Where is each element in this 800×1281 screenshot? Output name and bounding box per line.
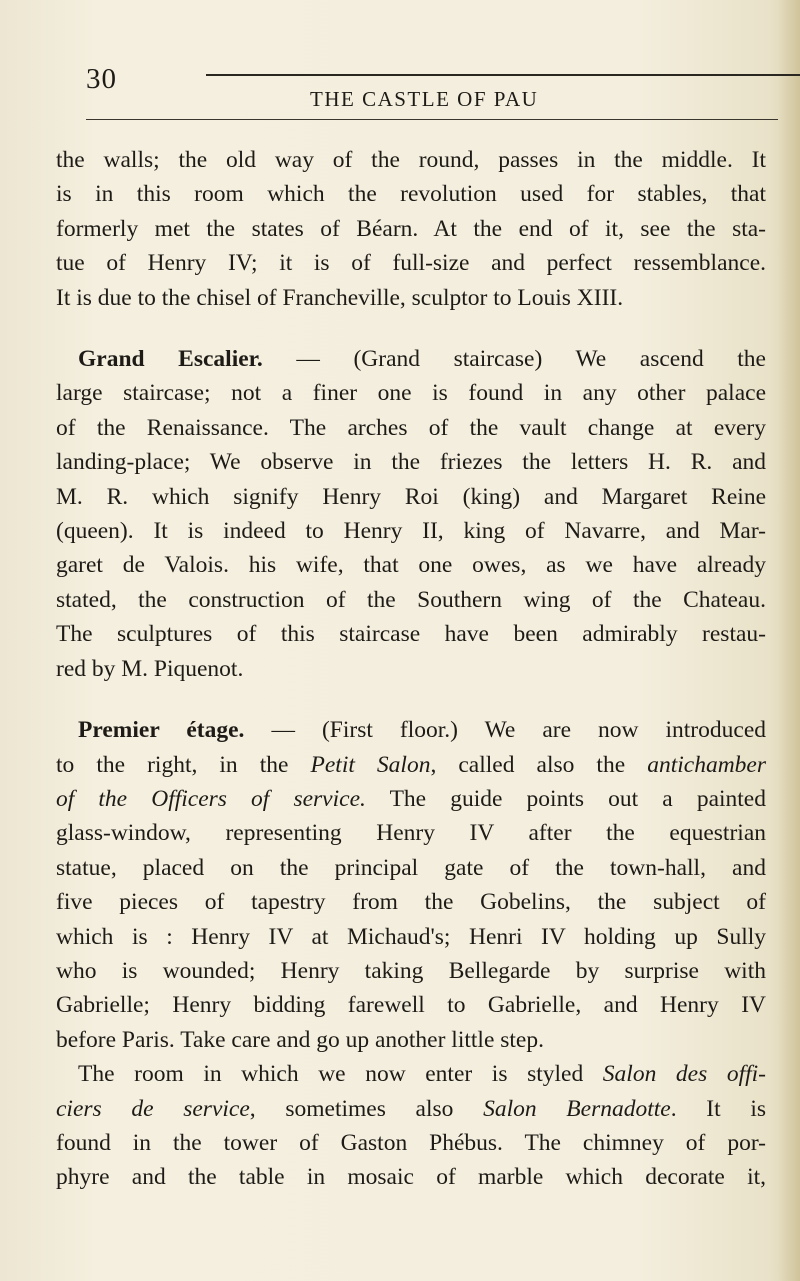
- text-line: [56, 713, 766, 747]
- text-run: The room in which we now enter is styled: [78, 1061, 603, 1088]
- text-line: (queen). It is indeed to Henry II, king of Navarre, and Mar-: [56, 518, 766, 545]
- running-head: THE CASTLE OF PAU: [310, 87, 539, 111]
- text-line: landing-place; We observe in the friezes the letters H. R. and: [56, 449, 766, 476]
- header-rule-bottom: [86, 119, 778, 120]
- section-heading-premier-etage: Premier étage.: [78, 717, 245, 744]
- page-number: 30: [86, 63, 117, 95]
- italic-term: ciers de service: [56, 1095, 250, 1122]
- text-line: before Paris. Take care and go up another little step.: [56, 1026, 544, 1053]
- text-line: five pieces of tapestry from the Gobelins, the subject of: [56, 889, 766, 916]
- text-run: , called also the: [430, 751, 648, 778]
- text-line: the walls; the old way of the round, passes in the middle. It: [56, 147, 766, 173]
- section-heading-grand-escalier: Grand Escalier.: [78, 346, 263, 373]
- page-edge-shadow: [778, 0, 800, 1281]
- text-line: phyre and the table in mosaic of marble which decorate it,: [56, 1164, 766, 1191]
- text-line: [56, 342, 766, 376]
- header-rule-top: [206, 74, 800, 76]
- paragraph-1: [56, 143, 766, 315]
- italic-term: antichamber: [647, 751, 766, 778]
- text-line: statue, placed on the principal gate of the town-hall, and: [56, 854, 766, 881]
- text-line: formerly met the states of Béarn. At the end of it, see the sta-: [56, 215, 766, 242]
- italic-term: Salon des offi-: [602, 1061, 766, 1088]
- text-line: is in this room which the revolution used for stables, that: [56, 181, 766, 208]
- text-run: , sometimes also: [249, 1095, 484, 1122]
- text-line: found in the tower of Gaston Phébus. The chimney of por-: [56, 1129, 766, 1156]
- text-line: who is wounded; Henry taking Bellegarde by surprise with: [56, 957, 766, 984]
- body-text: [56, 143, 766, 1195]
- text-line: which is : Henry IV at Michaud's; Henri IV holding up Sully: [56, 923, 766, 950]
- italic-term: Salon Bernadotte: [483, 1095, 671, 1122]
- paragraph-premier-etage: [56, 713, 766, 1057]
- text-line: [56, 1057, 766, 1091]
- text-line: The sculptures of this staircase have been admirably restau-: [56, 621, 766, 648]
- text-run: — (Grand staircase) We ascend the: [262, 346, 766, 373]
- text-line: of the Renaissance. The arches of the vault change at every: [56, 414, 766, 441]
- text-line: large staircase; not a finer one is found in any other palace: [56, 380, 766, 407]
- text-line: [56, 1092, 766, 1126]
- text-line: tue of Henry IV; it is of full-size and perfect ressemblance.: [56, 250, 766, 277]
- text-run: to the right, in the: [56, 751, 311, 778]
- paragraph-grand-escalier: [56, 342, 766, 686]
- paragraph-salon-des-officiers: [56, 1057, 766, 1195]
- text-run: The guide points out a painted: [365, 785, 766, 812]
- text-line: [56, 782, 766, 816]
- text-line: Gabrielle; Henry bidding farewell to Gabrielle, and Henry IV: [56, 992, 766, 1019]
- italic-term: Petit Salon: [310, 751, 431, 778]
- text-line: stated, the construction of the Southern wing of the Chateau.: [56, 586, 766, 613]
- text-line: M. R. which signify Henry Roi (king) and Margaret Reine: [56, 483, 766, 510]
- text-line: [56, 748, 766, 782]
- text-line: red by M. Piquenot.: [56, 655, 244, 682]
- text-line: garet de Valois. his wife, that one owes, as we have already: [56, 552, 766, 579]
- text-line: It is due to the chisel of Francheville, sculptor to Louis XIII.: [56, 284, 624, 311]
- text-run: . It is: [670, 1095, 767, 1122]
- text-run: — (First floor.) We are now introduced: [244, 717, 766, 744]
- text-line: glass-window, representing Henry IV after the equestrian: [56, 820, 766, 847]
- page-header: [86, 62, 756, 122]
- italic-term: of the Officers of service.: [56, 785, 366, 812]
